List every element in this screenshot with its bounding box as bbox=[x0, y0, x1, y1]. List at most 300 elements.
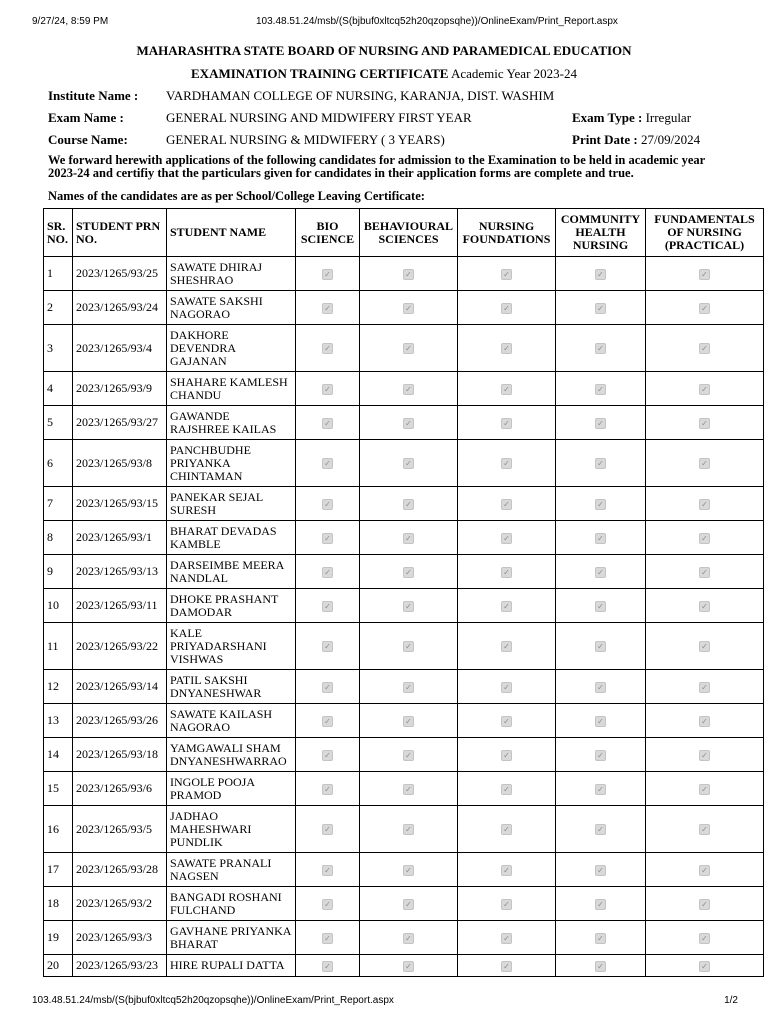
checked-checkbox[interactable]: ✓ bbox=[699, 567, 710, 578]
checked-checkbox[interactable]: ✓ bbox=[595, 899, 606, 910]
fundamentals-practical-cell bbox=[646, 670, 764, 704]
nursing-foundations-cell bbox=[458, 806, 556, 853]
checked-checkbox[interactable]: ✓ bbox=[699, 865, 710, 876]
checked-checkbox[interactable]: ✓ bbox=[403, 418, 414, 429]
checked-checkbox[interactable]: ✓ bbox=[403, 384, 414, 395]
nursing-foundations-cell bbox=[458, 325, 556, 372]
checked-checkbox[interactable]: ✓ bbox=[403, 961, 414, 972]
bio-science-cell bbox=[296, 853, 360, 887]
student-name-cell: YAMGAWALI SHAM DNYANESHWARRAO bbox=[167, 738, 296, 772]
checked-checkbox[interactable]: ✓ bbox=[699, 682, 710, 693]
checked-checkbox[interactable]: ✓ bbox=[595, 567, 606, 578]
checked-checkbox[interactable]: ✓ bbox=[403, 303, 414, 314]
checked-checkbox[interactable]: ✓ bbox=[699, 899, 710, 910]
student-name-cell: SAWATE KAILASH NAGORAO bbox=[167, 704, 296, 738]
behavioural-sciences-cell bbox=[360, 291, 458, 325]
checked-checkbox[interactable]: ✓ bbox=[322, 418, 333, 429]
candidates-table bbox=[43, 208, 764, 977]
names-note: Names of the candidates are as per School/College Leaving Certificate: bbox=[48, 189, 425, 203]
bio-science-cell bbox=[296, 257, 360, 291]
student-name-cell: SAWATE PRANALI NAGSEN bbox=[167, 853, 296, 887]
checked-checkbox[interactable]: ✓ bbox=[501, 499, 512, 510]
behavioural-sciences-cell bbox=[360, 521, 458, 555]
checked-checkbox[interactable]: ✓ bbox=[403, 499, 414, 510]
checked-checkbox[interactable]: ✓ bbox=[699, 343, 710, 354]
nursing-foundations-cell bbox=[458, 487, 556, 521]
bio-science-cell bbox=[296, 440, 360, 487]
bio-science-cell bbox=[296, 406, 360, 440]
nursing-foundations-cell bbox=[458, 440, 556, 487]
checked-checkbox[interactable]: ✓ bbox=[595, 784, 606, 795]
nursing-foundations-cell bbox=[458, 623, 556, 670]
prn-cell: 2023/1265/93/4 bbox=[73, 325, 167, 372]
checked-checkbox[interactable]: ✓ bbox=[322, 784, 333, 795]
behavioural-sciences-cell bbox=[360, 555, 458, 589]
certificate-title: EXAMINATION TRAINING CERTIFICATE bbox=[191, 66, 449, 81]
checked-checkbox[interactable]: ✓ bbox=[322, 961, 333, 972]
nursing-foundations-cell bbox=[458, 670, 556, 704]
checked-checkbox[interactable]: ✓ bbox=[322, 933, 333, 944]
board-title: MAHARASHTRA STATE BOARD OF NURSING AND PARAMEDICAL EDUCATION bbox=[136, 43, 632, 58]
student-name-cell: SAWATE SAKSHI NAGORAO bbox=[167, 291, 296, 325]
checked-checkbox[interactable]: ✓ bbox=[322, 567, 333, 578]
checked-checkbox[interactable]: ✓ bbox=[595, 418, 606, 429]
table-row bbox=[44, 853, 764, 887]
community-health-nursing-cell bbox=[556, 738, 646, 772]
prn-cell: 2023/1265/93/28 bbox=[73, 853, 167, 887]
community-health-nursing-cell bbox=[556, 440, 646, 487]
nursing-foundations-cell bbox=[458, 738, 556, 772]
student-name-cell: DHOKE PRASHANT DAMODAR bbox=[167, 589, 296, 623]
sr-no-cell: 15 bbox=[44, 772, 73, 806]
checked-checkbox[interactable]: ✓ bbox=[699, 418, 710, 429]
sr-no-cell: 19 bbox=[44, 921, 73, 955]
checked-checkbox[interactable]: ✓ bbox=[322, 824, 333, 835]
nursing-foundations-cell bbox=[458, 257, 556, 291]
checked-checkbox[interactable]: ✓ bbox=[403, 641, 414, 652]
community-health-nursing-cell bbox=[556, 406, 646, 440]
checked-checkbox[interactable]: ✓ bbox=[595, 458, 606, 469]
student-name-cell: SHAHARE KAMLESH CHANDU bbox=[167, 372, 296, 406]
checked-checkbox[interactable]: ✓ bbox=[699, 824, 710, 835]
nursing-foundations-cell bbox=[458, 704, 556, 738]
sr-no-cell: 14 bbox=[44, 738, 73, 772]
prn-cell: 2023/1265/93/13 bbox=[73, 555, 167, 589]
prn-cell: 2023/1265/93/27 bbox=[73, 406, 167, 440]
sr-no-cell: 5 bbox=[44, 406, 73, 440]
fundamentals-practical-cell bbox=[646, 887, 764, 921]
checked-checkbox[interactable]: ✓ bbox=[403, 865, 414, 876]
student-name-cell: GAWANDE RAJSHREE KAILAS bbox=[167, 406, 296, 440]
checked-checkbox[interactable]: ✓ bbox=[501, 567, 512, 578]
community-health-nursing-cell bbox=[556, 589, 646, 623]
table-row bbox=[44, 325, 764, 372]
table-row bbox=[44, 291, 764, 325]
checked-checkbox[interactable]: ✓ bbox=[699, 458, 710, 469]
checked-checkbox[interactable]: ✓ bbox=[699, 601, 710, 612]
page-number: 1/2 bbox=[724, 995, 738, 1006]
behavioural-sciences-cell bbox=[360, 921, 458, 955]
community-health-nursing-cell bbox=[556, 291, 646, 325]
table-row bbox=[44, 806, 764, 853]
checked-checkbox[interactable]: ✓ bbox=[699, 933, 710, 944]
print-footer bbox=[32, 995, 738, 1009]
behavioural-sciences-cell bbox=[360, 440, 458, 487]
community-health-nursing-cell bbox=[556, 955, 646, 977]
behavioural-sciences-cell bbox=[360, 704, 458, 738]
checked-checkbox[interactable]: ✓ bbox=[595, 384, 606, 395]
community-health-nursing-cell bbox=[556, 372, 646, 406]
community-health-nursing-cell bbox=[556, 853, 646, 887]
behavioural-sciences-cell bbox=[360, 955, 458, 977]
checked-checkbox[interactable]: ✓ bbox=[595, 641, 606, 652]
checked-checkbox[interactable]: ✓ bbox=[322, 682, 333, 693]
bio-science-cell bbox=[296, 325, 360, 372]
nursing-foundations-cell bbox=[458, 406, 556, 440]
checked-checkbox[interactable]: ✓ bbox=[699, 303, 710, 314]
course-label: Course Name: bbox=[48, 132, 128, 147]
checked-checkbox[interactable]: ✓ bbox=[501, 458, 512, 469]
checked-checkbox[interactable]: ✓ bbox=[595, 750, 606, 761]
behavioural-sciences-cell bbox=[360, 738, 458, 772]
checked-checkbox[interactable]: ✓ bbox=[501, 865, 512, 876]
community-health-nursing-cell bbox=[556, 257, 646, 291]
community-health-nursing-cell bbox=[556, 325, 646, 372]
fundamentals-practical-cell bbox=[646, 738, 764, 772]
behavioural-sciences-cell bbox=[360, 772, 458, 806]
checked-checkbox[interactable]: ✓ bbox=[322, 750, 333, 761]
checked-checkbox[interactable]: ✓ bbox=[501, 601, 512, 612]
behavioural-sciences-cell bbox=[360, 487, 458, 521]
checked-checkbox[interactable]: ✓ bbox=[322, 641, 333, 652]
checked-checkbox[interactable]: ✓ bbox=[403, 682, 414, 693]
prn-cell: 2023/1265/93/8 bbox=[73, 440, 167, 487]
community-health-nursing-cell bbox=[556, 623, 646, 670]
checked-checkbox[interactable]: ✓ bbox=[699, 499, 710, 510]
bio-science-cell bbox=[296, 887, 360, 921]
community-health-nursing-cell bbox=[556, 921, 646, 955]
behavioural-sciences-cell bbox=[360, 623, 458, 670]
checked-checkbox[interactable]: ✓ bbox=[501, 384, 512, 395]
bio-science-cell bbox=[296, 487, 360, 521]
table-row bbox=[44, 623, 764, 670]
behavioural-sciences-cell bbox=[360, 806, 458, 853]
prn-cell: 2023/1265/93/25 bbox=[73, 257, 167, 291]
fundamentals-practical-cell bbox=[646, 806, 764, 853]
exam-type-value: Irregular bbox=[645, 110, 692, 125]
prn-cell: 2023/1265/93/3 bbox=[73, 921, 167, 955]
checked-checkbox[interactable]: ✓ bbox=[501, 303, 512, 314]
checked-checkbox[interactable]: ✓ bbox=[699, 641, 710, 652]
checked-checkbox[interactable]: ✓ bbox=[403, 269, 414, 280]
checked-checkbox[interactable]: ✓ bbox=[403, 716, 414, 727]
bio-science-cell bbox=[296, 704, 360, 738]
checked-checkbox[interactable]: ✓ bbox=[403, 343, 414, 354]
fundamentals-practical-cell bbox=[646, 589, 764, 623]
checked-checkbox[interactable]: ✓ bbox=[501, 784, 512, 795]
bio-science-cell bbox=[296, 772, 360, 806]
community-health-nursing-cell bbox=[556, 521, 646, 555]
student-name-cell: DAKHORE DEVENDRA GAJANAN bbox=[167, 325, 296, 372]
prn-cell: 2023/1265/93/26 bbox=[73, 704, 167, 738]
sr-no-cell: 13 bbox=[44, 704, 73, 738]
bio-science-cell bbox=[296, 670, 360, 704]
checked-checkbox[interactable]: ✓ bbox=[699, 961, 710, 972]
behavioural-sciences-cell bbox=[360, 372, 458, 406]
table-row bbox=[44, 521, 764, 555]
header-prn: STUDENT PRN NO. bbox=[73, 209, 167, 257]
sr-no-cell: 1 bbox=[44, 257, 73, 291]
checked-checkbox[interactable]: ✓ bbox=[322, 343, 333, 354]
student-name-cell: GAVHANE PRIYANKA BHARAT bbox=[167, 921, 296, 955]
checked-checkbox[interactable]: ✓ bbox=[699, 384, 710, 395]
prn-cell: 2023/1265/93/15 bbox=[73, 487, 167, 521]
student-name-cell: BANGADI ROSHANI FULCHAND bbox=[167, 887, 296, 921]
checked-checkbox[interactable]: ✓ bbox=[595, 716, 606, 727]
fundamentals-practical-cell bbox=[646, 853, 764, 887]
student-name-cell: PANEKAR SEJAL SURESH bbox=[167, 487, 296, 521]
checked-checkbox[interactable]: ✓ bbox=[595, 824, 606, 835]
community-health-nursing-cell bbox=[556, 887, 646, 921]
prn-cell: 2023/1265/93/9 bbox=[73, 372, 167, 406]
fundamentals-practical-cell bbox=[646, 521, 764, 555]
sr-no-cell: 2 bbox=[44, 291, 73, 325]
academic-year: Academic Year 2023-24 bbox=[450, 66, 577, 81]
checked-checkbox[interactable]: ✓ bbox=[595, 269, 606, 280]
checked-checkbox[interactable]: ✓ bbox=[595, 601, 606, 612]
checked-checkbox[interactable]: ✓ bbox=[595, 499, 606, 510]
sr-no-cell: 8 bbox=[44, 521, 73, 555]
checked-checkbox[interactable]: ✓ bbox=[699, 784, 710, 795]
checked-checkbox[interactable]: ✓ bbox=[322, 601, 333, 612]
checked-checkbox[interactable]: ✓ bbox=[595, 343, 606, 354]
student-name-cell: PANCHBUDHE PRIYANKA CHINTAMAN bbox=[167, 440, 296, 487]
fundamentals-practical-cell bbox=[646, 325, 764, 372]
header-fundamentals-practical: FUNDAMENTALS OF NURSING (PRACTICAL) bbox=[646, 209, 764, 257]
checked-checkbox[interactable]: ✓ bbox=[699, 269, 710, 280]
checked-checkbox[interactable]: ✓ bbox=[595, 961, 606, 972]
fundamentals-practical-cell bbox=[646, 257, 764, 291]
prn-cell: 2023/1265/93/6 bbox=[73, 772, 167, 806]
bio-science-cell bbox=[296, 291, 360, 325]
footer-url: 103.48.51.24/msb/(S(bjbuf0xltcq52h20qzopsqhe))/OnlineExam/Print_Report.aspx bbox=[32, 995, 394, 1006]
community-health-nursing-cell bbox=[556, 555, 646, 589]
fundamentals-practical-cell bbox=[646, 406, 764, 440]
print-date bbox=[572, 132, 700, 148]
checked-checkbox[interactable]: ✓ bbox=[595, 865, 606, 876]
table-row bbox=[44, 589, 764, 623]
checked-checkbox[interactable]: ✓ bbox=[595, 533, 606, 544]
checked-checkbox[interactable]: ✓ bbox=[403, 750, 414, 761]
behavioural-sciences-cell bbox=[360, 257, 458, 291]
student-name-cell: INGOLE POOJA PRAMOD bbox=[167, 772, 296, 806]
fundamentals-practical-cell bbox=[646, 291, 764, 325]
print-url: 103.48.51.24/msb/(S(bjbuf0xltcq52h20qzopsqhe))/OnlineExam/Print_Report.aspx bbox=[256, 16, 618, 27]
checked-checkbox[interactable]: ✓ bbox=[699, 533, 710, 544]
table-row bbox=[44, 406, 764, 440]
checked-checkbox[interactable]: ✓ bbox=[501, 933, 512, 944]
header-community-health-nursing: COMMUNITY HEALTH NURSING bbox=[556, 209, 646, 257]
checked-checkbox[interactable]: ✓ bbox=[699, 750, 710, 761]
prn-cell: 2023/1265/93/22 bbox=[73, 623, 167, 670]
fundamentals-practical-cell bbox=[646, 704, 764, 738]
table-row bbox=[44, 555, 764, 589]
table-body bbox=[44, 257, 764, 977]
checked-checkbox[interactable]: ✓ bbox=[403, 899, 414, 910]
sr-no-cell: 7 bbox=[44, 487, 73, 521]
nursing-foundations-cell bbox=[458, 921, 556, 955]
fundamentals-practical-cell bbox=[646, 623, 764, 670]
table-row bbox=[44, 257, 764, 291]
checked-checkbox[interactable]: ✓ bbox=[403, 458, 414, 469]
exam-label: Exam Name : bbox=[48, 110, 124, 125]
checked-checkbox[interactable]: ✓ bbox=[403, 933, 414, 944]
bio-science-cell bbox=[296, 589, 360, 623]
sr-no-cell: 4 bbox=[44, 372, 73, 406]
nursing-foundations-cell bbox=[458, 291, 556, 325]
bio-science-cell bbox=[296, 623, 360, 670]
course-value: GENERAL NURSING & MIDWIFERY ( 3 YEARS) bbox=[166, 132, 445, 147]
header-bio-science: BIO SCIENCE bbox=[296, 209, 360, 257]
table-row bbox=[44, 704, 764, 738]
nursing-foundations-cell bbox=[458, 887, 556, 921]
table-header-row bbox=[44, 209, 764, 257]
sr-no-cell: 11 bbox=[44, 623, 73, 670]
fundamentals-practical-cell bbox=[646, 487, 764, 521]
header-behavioural-sciences: BEHAVIOURAL SCIENCES bbox=[360, 209, 458, 257]
bio-science-cell bbox=[296, 806, 360, 853]
exam-value: GENERAL NURSING AND MIDWIFERY FIRST YEAR bbox=[166, 110, 472, 125]
nursing-foundations-cell bbox=[458, 772, 556, 806]
institute-label: Institute Name : bbox=[48, 88, 139, 103]
checked-checkbox[interactable]: ✓ bbox=[403, 824, 414, 835]
checked-checkbox[interactable]: ✓ bbox=[322, 499, 333, 510]
checked-checkbox[interactable]: ✓ bbox=[403, 601, 414, 612]
checked-checkbox[interactable]: ✓ bbox=[501, 961, 512, 972]
sr-no-cell: 18 bbox=[44, 887, 73, 921]
table-row bbox=[44, 440, 764, 487]
behavioural-sciences-cell bbox=[360, 887, 458, 921]
checked-checkbox[interactable]: ✓ bbox=[595, 933, 606, 944]
fundamentals-practical-cell bbox=[646, 555, 764, 589]
nursing-foundations-cell bbox=[458, 372, 556, 406]
community-health-nursing-cell bbox=[556, 772, 646, 806]
prn-cell: 2023/1265/93/24 bbox=[73, 291, 167, 325]
community-health-nursing-cell bbox=[556, 806, 646, 853]
checked-checkbox[interactable]: ✓ bbox=[501, 641, 512, 652]
prn-cell: 2023/1265/93/23 bbox=[73, 955, 167, 977]
checked-checkbox[interactable]: ✓ bbox=[699, 716, 710, 727]
checked-checkbox[interactable]: ✓ bbox=[595, 303, 606, 314]
fundamentals-practical-cell bbox=[646, 921, 764, 955]
bio-science-cell bbox=[296, 521, 360, 555]
table-row bbox=[44, 955, 764, 977]
bio-science-cell bbox=[296, 555, 360, 589]
sr-no-cell: 3 bbox=[44, 325, 73, 372]
header-student-name: STUDENT NAME bbox=[167, 209, 296, 257]
student-name-cell: HIRE RUPALI DATTA bbox=[167, 955, 296, 977]
sr-no-cell: 9 bbox=[44, 555, 73, 589]
student-name-cell: BHARAT DEVADAS KAMBLE bbox=[167, 521, 296, 555]
sr-no-cell: 16 bbox=[44, 806, 73, 853]
checked-checkbox[interactable]: ✓ bbox=[403, 533, 414, 544]
bio-science-cell bbox=[296, 738, 360, 772]
checked-checkbox[interactable]: ✓ bbox=[403, 567, 414, 578]
behavioural-sciences-cell bbox=[360, 406, 458, 440]
checked-checkbox[interactable]: ✓ bbox=[501, 899, 512, 910]
header-nursing-foundations: NURSING FOUNDATIONS bbox=[458, 209, 556, 257]
checked-checkbox[interactable]: ✓ bbox=[322, 303, 333, 314]
checked-checkbox[interactable]: ✓ bbox=[501, 269, 512, 280]
table-row bbox=[44, 372, 764, 406]
checked-checkbox[interactable]: ✓ bbox=[501, 716, 512, 727]
nursing-foundations-cell bbox=[458, 589, 556, 623]
institute-value: VARDHAMAN COLLEGE OF NURSING, KARANJA, DIST. WASHIM bbox=[166, 88, 555, 103]
checked-checkbox[interactable]: ✓ bbox=[595, 682, 606, 693]
behavioural-sciences-cell bbox=[360, 589, 458, 623]
nursing-foundations-cell bbox=[458, 955, 556, 977]
behavioural-sciences-cell bbox=[360, 325, 458, 372]
exam-type bbox=[572, 110, 691, 126]
checked-checkbox[interactable]: ✓ bbox=[322, 533, 333, 544]
print-datetime: 9/27/24, 8:59 PM bbox=[32, 16, 109, 27]
bio-science-cell bbox=[296, 921, 360, 955]
checked-checkbox[interactable]: ✓ bbox=[501, 824, 512, 835]
checked-checkbox[interactable]: ✓ bbox=[501, 750, 512, 761]
sr-no-cell: 20 bbox=[44, 955, 73, 977]
fundamentals-practical-cell bbox=[646, 372, 764, 406]
student-name-cell: PATIL SAKSHI DNYANESHWAR bbox=[167, 670, 296, 704]
exam-type-label: Exam Type : bbox=[572, 110, 643, 125]
checked-checkbox[interactable]: ✓ bbox=[501, 343, 512, 354]
table-row bbox=[44, 772, 764, 806]
print-date-value: 27/09/2024 bbox=[640, 132, 701, 147]
checked-checkbox[interactable]: ✓ bbox=[403, 784, 414, 795]
prn-cell: 2023/1265/93/18 bbox=[73, 738, 167, 772]
nursing-foundations-cell bbox=[458, 853, 556, 887]
checked-checkbox[interactable]: ✓ bbox=[322, 899, 333, 910]
sr-no-cell: 12 bbox=[44, 670, 73, 704]
community-health-nursing-cell bbox=[556, 670, 646, 704]
declaration-text: We forward herewith applications of the following candidates for admission to the Examination to be held in academic year 2023-24 and certifiy that the particulars given for candidates in their application forms are complete and true. bbox=[48, 153, 705, 180]
checked-checkbox[interactable]: ✓ bbox=[322, 269, 333, 280]
behavioural-sciences-cell bbox=[360, 853, 458, 887]
student-name-cell: DARSEIMBE MEERA NANDLAL bbox=[167, 555, 296, 589]
checked-checkbox[interactable]: ✓ bbox=[501, 682, 512, 693]
print-date-label: Print Date : bbox=[572, 132, 638, 147]
checked-checkbox[interactable]: ✓ bbox=[501, 533, 512, 544]
sr-no-cell: 6 bbox=[44, 440, 73, 487]
fundamentals-practical-cell bbox=[646, 440, 764, 487]
checked-checkbox[interactable]: ✓ bbox=[322, 865, 333, 876]
table-row bbox=[44, 921, 764, 955]
checked-checkbox[interactable]: ✓ bbox=[322, 716, 333, 727]
prn-cell: 2023/1265/93/5 bbox=[73, 806, 167, 853]
behavioural-sciences-cell bbox=[360, 670, 458, 704]
checked-checkbox[interactable]: ✓ bbox=[322, 384, 333, 395]
checked-checkbox[interactable]: ✓ bbox=[501, 418, 512, 429]
student-name-cell: KALE PRIYADARSHANI VISHWAS bbox=[167, 623, 296, 670]
sr-no-cell: 10 bbox=[44, 589, 73, 623]
prn-cell: 2023/1265/93/1 bbox=[73, 521, 167, 555]
bio-science-cell bbox=[296, 372, 360, 406]
table-row bbox=[44, 670, 764, 704]
community-health-nursing-cell bbox=[556, 704, 646, 738]
checked-checkbox[interactable]: ✓ bbox=[322, 458, 333, 469]
student-name-cell: JADHAO MAHESHWARI PUNDLIK bbox=[167, 806, 296, 853]
bio-science-cell bbox=[296, 955, 360, 977]
header-sr-no: SR. NO. bbox=[44, 209, 73, 257]
